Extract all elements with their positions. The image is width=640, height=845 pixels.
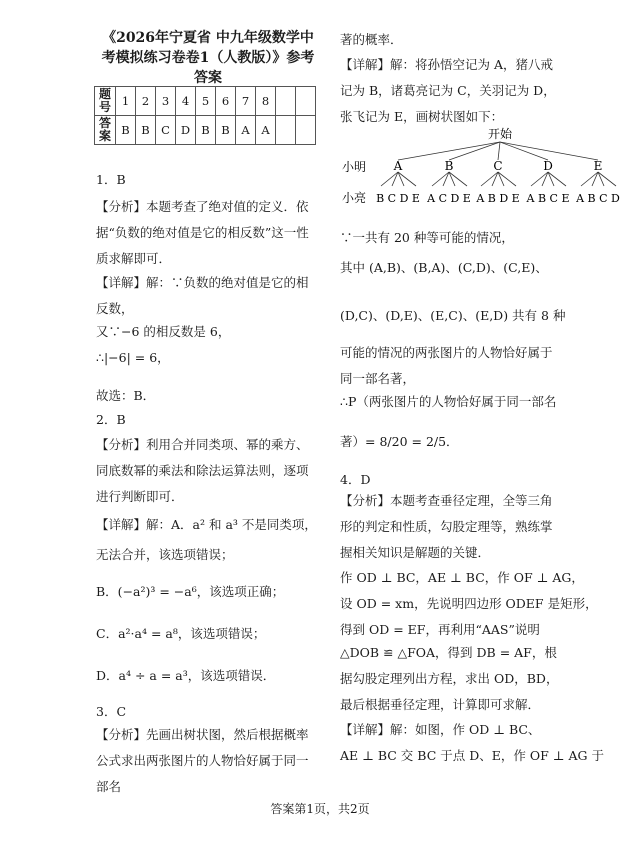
- q3-analysis-cont: 著的概率．: [340, 32, 403, 47]
- table-cell: B: [216, 116, 236, 145]
- table-cell: 1: [116, 87, 136, 116]
- tree-node: A: [393, 159, 403, 173]
- q3-heading: 3．C: [96, 704, 127, 719]
- table-cell: B: [136, 116, 156, 145]
- q2-heading: 2．B: [96, 412, 126, 427]
- tree-row1-label: 小明: [342, 160, 367, 174]
- page-title: 《2026年宁夏省 中九年级数学中考模拟练习卷卷1（人教版）》参考答案: [101, 30, 315, 86]
- q1-detail: 【详解】解：∵负数的绝对值是它的相反数，: [96, 275, 309, 316]
- tree-node: E: [593, 159, 603, 173]
- q1-detail-line: 又∵−6 的相反数是 6，: [96, 324, 231, 339]
- tree-node: B: [444, 159, 454, 173]
- q1-detail-line: ∴|−6| = 6，: [96, 350, 170, 365]
- q3-probability: ∴P（两张图片的人物恰好属于同一部名: [340, 394, 557, 409]
- q3-detail: 【详解】解：将孙悟空记为 A，猪八戒记为 B，诸葛亮记为 C，关羽记为 D，张飞记为 E，画树状图如下：: [340, 57, 556, 124]
- q4-analysis: 【分析】本题考查垂径定理，全等三角形的判定和性质，勾股定理等，熟练掌握相关知识是解题的关键．: [340, 493, 553, 560]
- table-cell: 4: [176, 87, 196, 116]
- table-cell: 6: [216, 87, 236, 116]
- q4-analysis-line: 作 OD ⊥ BC，AE ⊥ BC，作 OF ⊥ AG，: [340, 570, 584, 585]
- table-cell: [276, 116, 296, 145]
- answer-table-answer-row: [95, 116, 316, 145]
- q4-detail: 【详解】解：如图，作 OD ⊥ BC、: [340, 722, 541, 737]
- q2-analysis: 【分析】利用合并同类项、幂的乘方、同底数幂的乘法和除法运算法则，逐项进行判断即可．: [96, 437, 309, 504]
- q3-total: ∵一共有 20 种等可能的情况，: [340, 230, 514, 245]
- q1-analysis: 【分析】本题考查了绝对值的定义．依据“负数的绝对值是它的相反数”这一性质求解即可．: [96, 199, 309, 266]
- q3-pairs: (D,C)、(D,E)、(E,C)、(E,D) 共有 8 种: [340, 308, 566, 323]
- table-cell: [276, 87, 296, 116]
- table-cell: 2: [136, 87, 156, 116]
- page-footer: 答案第1页，共2页: [270, 802, 370, 816]
- table-cell: 3: [156, 87, 176, 116]
- q4-detail: AE ⊥ BC 交 BC 于点 D、E，作 OF ⊥ AG 于: [340, 748, 604, 763]
- table-header-answer: 答案: [95, 116, 116, 145]
- tree-leaf-group: A B C D: [576, 192, 620, 205]
- q2-option-d: D．a⁴ ÷ a = a³，该选项错误．: [96, 668, 276, 683]
- table-cell: 8: [256, 87, 276, 116]
- tree-leaf-group: B C D E: [376, 192, 420, 205]
- tree-diagram: [336, 126, 636, 216]
- table-cell: C: [156, 116, 176, 145]
- table-cell: B: [116, 116, 136, 145]
- table-cell: 5: [196, 87, 216, 116]
- q2-option-c: C．a²·a⁴ = a⁸，该选项错误；: [96, 626, 266, 641]
- tree-node: D: [543, 159, 553, 173]
- table-cell: [296, 87, 316, 116]
- q1-heading: 1．B: [96, 172, 126, 187]
- answer-table: [94, 86, 316, 145]
- answer-table-number-row: [95, 87, 316, 116]
- table-cell: [296, 116, 316, 145]
- q2-option-b: B．(−a²)³ = −a⁶，该选项正确；: [96, 584, 285, 599]
- tree-start: 开始: [487, 127, 513, 141]
- table-cell: D: [176, 116, 196, 145]
- table-header-number: 题号: [95, 87, 116, 116]
- q3-probability-result: 著）= 8/20 = 2/5．: [340, 434, 459, 449]
- table-cell: A: [236, 116, 256, 145]
- q4-heading: 4．D: [340, 472, 371, 487]
- table-cell: B: [196, 116, 216, 145]
- table-cell: A: [256, 116, 276, 145]
- tree-leaf-group: A B D E: [476, 192, 520, 205]
- q3-pairs: 其中 (A,B)、(B,A)、(C,D)、(C,E)、: [340, 260, 548, 275]
- tree-leaf-group: A C D E: [427, 192, 471, 205]
- tree-node: C: [493, 159, 503, 173]
- tree-row2-label: 小亮: [342, 191, 367, 205]
- q1-choose: 故选：B．: [96, 388, 156, 403]
- q2-detail: 【详解】解：A．a² 和 a³ 不是同类项，无法合并，该选项错误；: [96, 517, 317, 562]
- q3-pairs-cont: 可能的情况的两张图片的人物恰好属于同一部名著，: [340, 345, 553, 386]
- q3-analysis: 【分析】先画出树状图，然后根据概率公式求出两张图片的人物恰好属于同一部名: [96, 727, 309, 794]
- table-cell: 7: [236, 87, 256, 116]
- tree-leaf-group: A B C E: [526, 192, 570, 205]
- q4-analysis-line: △DOB ≌ △FOA，得到 DB = AF，根据勾股定理列出方程，求出 OD，BD，最后根据垂径定理，计算即可求解．: [340, 645, 559, 712]
- q4-analysis-line: 得到 OD = EF，再利用“AAS”说明: [340, 622, 540, 637]
- q4-analysis-line: 设 OD = xm，先说明四边形 ODEF 是矩形，: [340, 596, 598, 611]
